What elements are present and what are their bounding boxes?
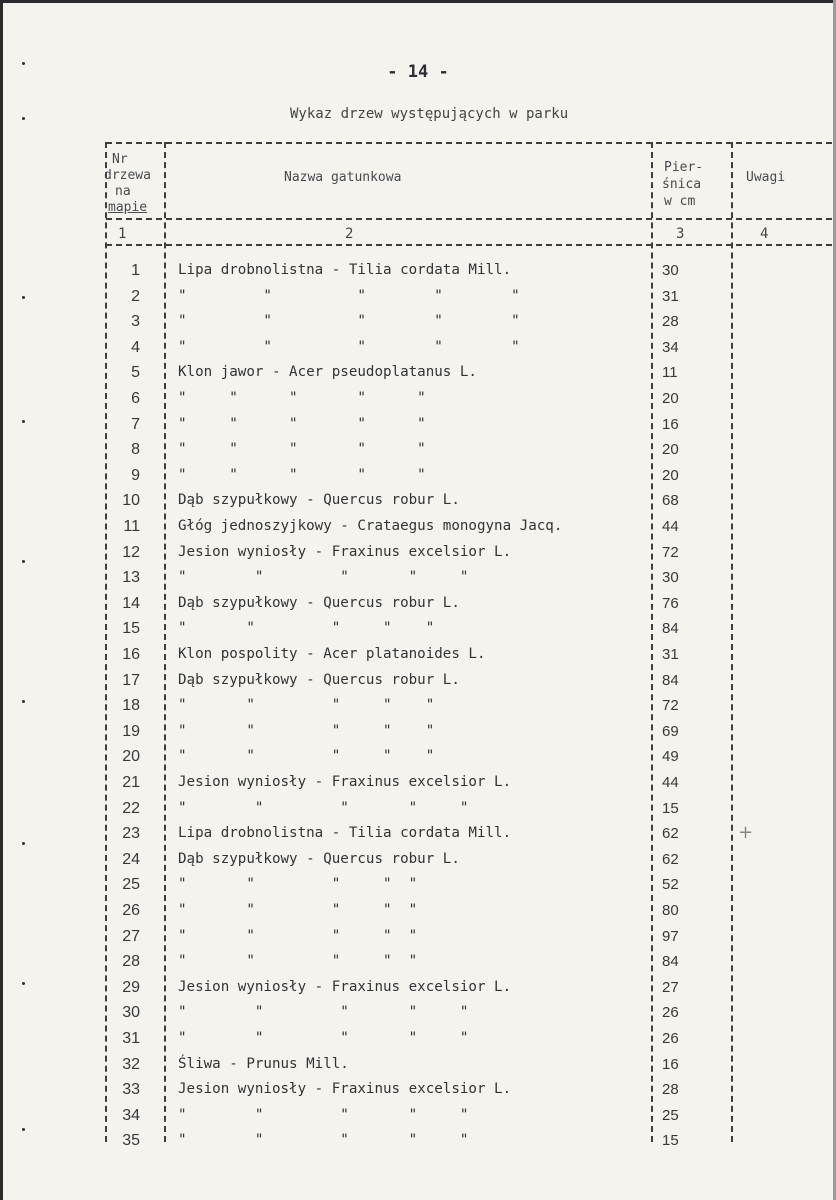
species-name: " " " " " (178, 697, 435, 714)
species-name: Jesion wyniosły - Fraxinus excelsior L. (178, 774, 512, 790)
header-pier-line3: w cm (664, 194, 696, 209)
girth-cm: 15 (662, 1132, 679, 1150)
row-number: 3 (131, 313, 140, 331)
girth-cm: 49 (662, 748, 679, 766)
girth-cm: 20 (662, 466, 679, 484)
punch-dot (22, 117, 25, 120)
header-pier-line2: śnica (662, 177, 702, 192)
column-rule-name (651, 142, 653, 1142)
row-number: 30 (122, 1004, 140, 1022)
species-name: " " " " " (178, 287, 520, 304)
girth-cm: 69 (662, 722, 679, 740)
row-number: 34 (122, 1106, 140, 1124)
girth-cm: 15 (662, 799, 679, 817)
row-number: 20 (122, 748, 140, 766)
row-number: 10 (122, 492, 140, 510)
girth-cm: 20 (662, 390, 679, 407)
species-name: Głóg jednoszyjkowy - Crataegus monogyna Jacq. (178, 518, 563, 534)
species-name: Klon jawor - Acer pseudoplatanus L. (178, 364, 477, 381)
scan-border-top (0, 0, 836, 3)
row-number: 9 (131, 466, 140, 484)
column-number-1: 1 (118, 226, 127, 242)
girth-cm: 30 (662, 262, 679, 279)
punch-dot (22, 700, 25, 703)
row-number: 22 (122, 799, 140, 817)
row-number: 26 (122, 902, 140, 919)
row-number: 31 (122, 1030, 140, 1047)
row-number: 8 (131, 441, 140, 459)
girth-cm: 68 (662, 492, 679, 510)
punch-dot (22, 1128, 25, 1131)
girth-cm: 72 (662, 543, 679, 561)
species-name: Dąb szypułkowy - Quercus robur L. (178, 492, 460, 509)
row-number: 13 (122, 569, 140, 587)
header-nr-line4: mapie (108, 200, 148, 215)
row-number: 15 (122, 620, 140, 638)
row-number: 27 (122, 927, 140, 945)
species-name: " " " " " (178, 466, 426, 483)
species-name: Klon pospolity - Acer platanoides L. (178, 646, 486, 662)
punch-dot (22, 296, 25, 299)
species-name: " " " " " (178, 1132, 469, 1149)
row-number: 5 (131, 364, 140, 382)
header-name: Nazwa gatunkowa (284, 170, 402, 185)
row-number: 1 (131, 262, 140, 279)
column-rule-nr (164, 142, 166, 1142)
punch-dot (22, 560, 25, 563)
page-number: - 14 - (387, 62, 449, 82)
species-name: Lipa drobnolistna - Tilia cordata Mill. (178, 825, 512, 842)
row-number: 33 (122, 1081, 140, 1099)
girth-cm: 80 (662, 902, 679, 919)
girth-cm: 84 (662, 620, 679, 638)
header-nr-line2: drzewa (104, 168, 151, 183)
row-number: 23 (122, 825, 140, 843)
species-name: " " " " " (178, 569, 469, 586)
table-top-rule (106, 142, 832, 144)
row-number: 19 (122, 722, 140, 740)
species-name: Jesion wyniosły - Fraxinus excelsior L. (178, 978, 512, 995)
girth-cm: 76 (662, 594, 679, 612)
girth-cm: 28 (662, 1081, 679, 1099)
species-name: Dąb szypułkowy - Quercus robur L. (178, 850, 460, 867)
column-number-4: 4 (760, 226, 769, 242)
species-name: Jesion wyniosły - Fraxinus excelsior L. (178, 543, 512, 560)
punch-dot (22, 420, 25, 423)
row-number: 2 (131, 287, 140, 305)
girth-cm: 97 (662, 927, 679, 945)
girth-cm: 52 (662, 876, 679, 894)
row-number: 17 (122, 671, 140, 689)
girth-cm: 16 (662, 1055, 679, 1073)
species-name: " " " " " (178, 1106, 469, 1123)
row-number: 32 (122, 1055, 140, 1073)
header-nr-line1: Nr (112, 152, 128, 167)
girth-cm: 62 (662, 850, 679, 868)
column-number-rule (106, 244, 832, 246)
species-name: " " " " " (178, 902, 418, 918)
girth-cm: 84 (662, 953, 679, 971)
row-number: 18 (122, 697, 140, 715)
species-name: " " " " " (178, 748, 435, 765)
species-name: Śliwa - Prunus Mill. (178, 1055, 349, 1072)
girth-cm: 26 (662, 1030, 679, 1047)
girth-cm: 34 (662, 338, 679, 356)
girth-cm: 31 (662, 646, 679, 663)
row-number: 16 (122, 646, 140, 663)
species-name: " " " " " (178, 799, 469, 816)
species-name: " " " " " (178, 927, 418, 944)
header-divider-rule (106, 218, 832, 220)
species-name: " " " " " (178, 338, 520, 355)
header-nr-line3: na (115, 184, 131, 199)
species-name: Dąb szypułkowy - Quercus robur L. (178, 671, 460, 688)
species-name: " " " " " (178, 722, 435, 739)
row-number: 25 (122, 876, 140, 894)
column-number-2: 2 (345, 226, 354, 242)
row-number: 4 (131, 338, 140, 356)
row-number: 14 (122, 594, 140, 612)
girth-cm: 62 (662, 825, 679, 843)
row-number: 6 (131, 390, 140, 407)
header-pier-line1: Pier- (664, 160, 704, 175)
girth-cm: 27 (662, 978, 679, 996)
girth-cm: 31 (662, 287, 679, 305)
girth-cm: 20 (662, 441, 679, 459)
row-number: 7 (131, 415, 140, 433)
species-name: " " " " " (178, 313, 520, 330)
girth-cm: 28 (662, 313, 679, 331)
row-number: 11 (123, 518, 140, 535)
girth-cm: 16 (662, 415, 679, 433)
species-name: " " " " " (178, 390, 426, 406)
row-number: 29 (122, 978, 140, 996)
species-name: " " " " " (178, 1030, 469, 1046)
species-name: " " " " " (178, 953, 418, 970)
girth-cm: 30 (662, 569, 679, 587)
girth-cm: 25 (662, 1106, 679, 1124)
girth-cm: 11 (662, 364, 678, 382)
scan-border-left (0, 0, 3, 1200)
column-rule-pier (731, 142, 733, 1142)
row-number: 24 (122, 850, 140, 868)
girth-cm: 26 (662, 1004, 679, 1022)
girth-cm: 44 (662, 774, 679, 791)
row-number: 21 (122, 774, 140, 791)
girth-cm: 72 (662, 697, 679, 715)
species-name: " " " " " (178, 620, 435, 637)
punch-dot (22, 842, 25, 845)
species-name: Jesion wyniosły - Fraxinus excelsior L. (178, 1081, 512, 1098)
species-name: " " " " " (178, 876, 418, 893)
row-number: 35 (122, 1132, 140, 1150)
column-number-3: 3 (676, 226, 685, 242)
punch-dot (22, 982, 25, 985)
species-name: " " " " " (178, 1004, 469, 1021)
page-title: Wykaz drzew występujących w parku (290, 106, 569, 122)
species-name: Lipa drobnolistna - Tilia cordata Mill. (178, 262, 512, 278)
species-name: " " " " " (178, 415, 426, 432)
row-number: 28 (122, 953, 140, 971)
girth-cm: 84 (662, 671, 679, 689)
girth-cm: 44 (662, 518, 679, 535)
species-name: " " " " " (178, 441, 426, 458)
species-name: Dąb szypułkowy - Quercus robur L. (178, 594, 460, 611)
row-number: 12 (122, 543, 140, 561)
header-uwagi: Uwagi (746, 170, 786, 185)
remark-mark-row-23: + (738, 822, 754, 843)
